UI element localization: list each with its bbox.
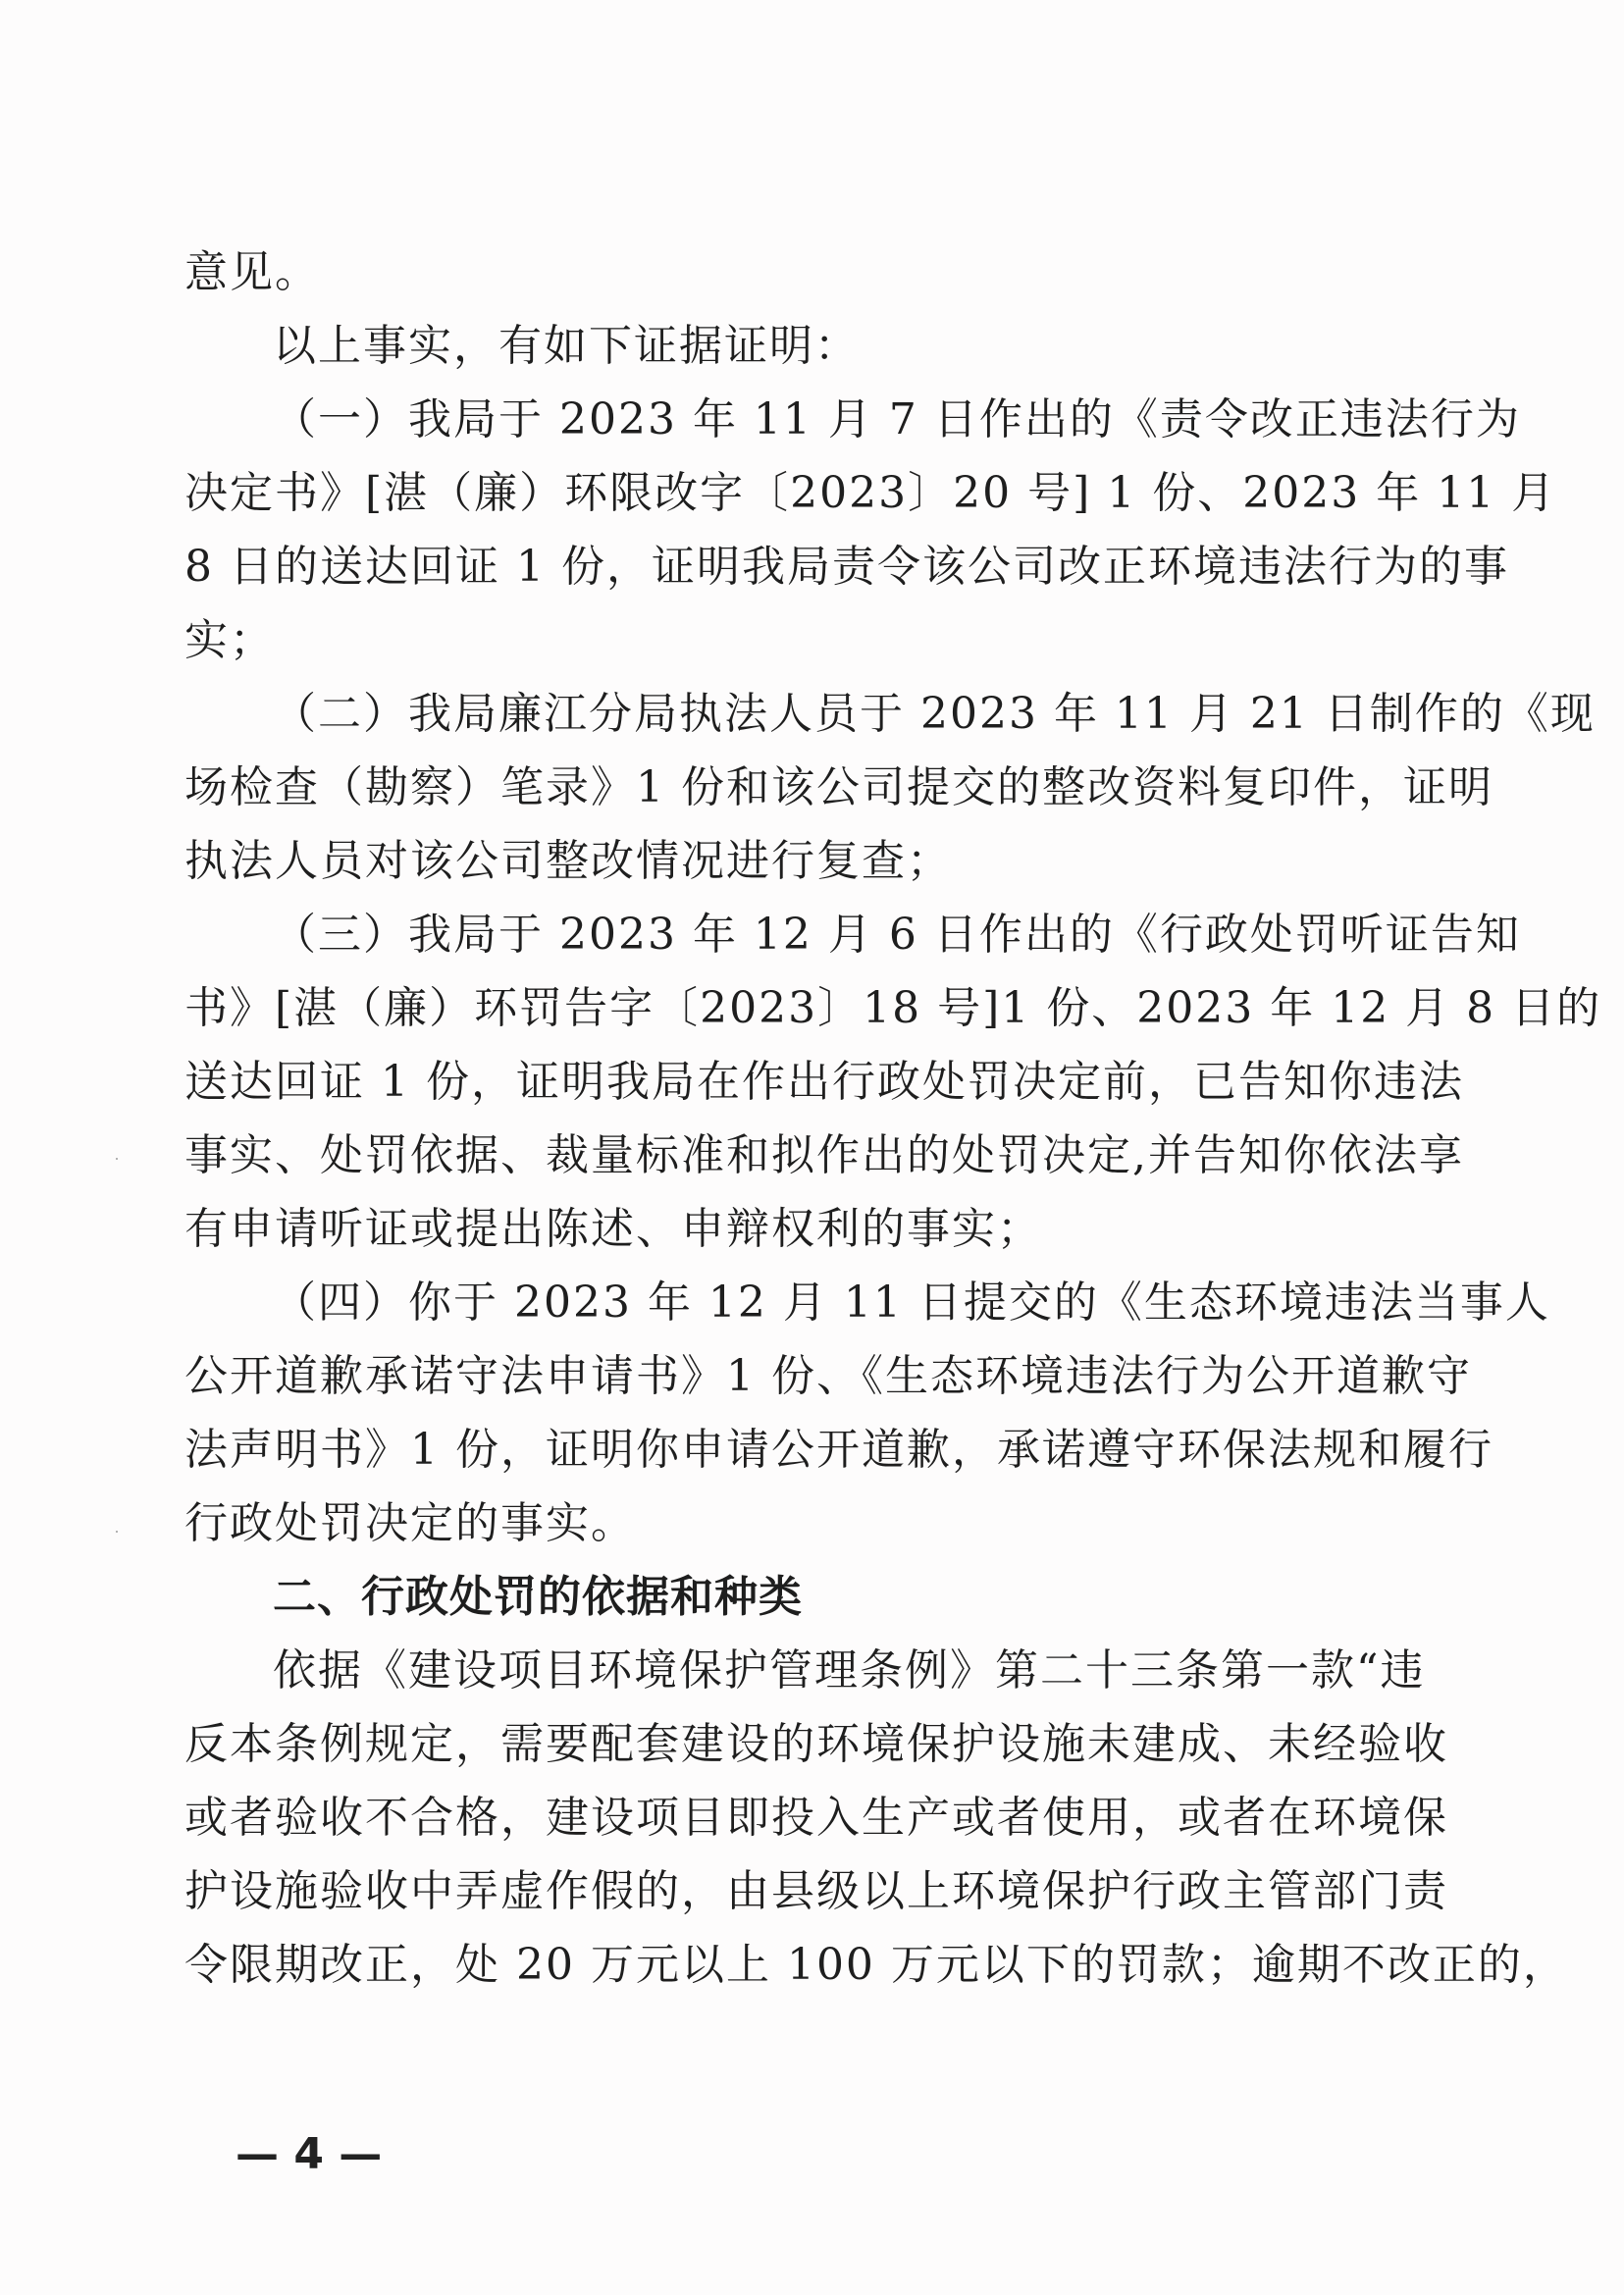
- text-line: （一）我局于 2023 年 11 月 7 日作出的《责令改正违法行为: [273, 394, 1521, 444]
- page-number: — 4 —: [236, 2129, 383, 2179]
- text-line: 书》[湛（廉）环罚告字〔2023〕18 号]1 份、2023 年 12 月 8 日的: [184, 983, 1602, 1033]
- text-line: （四）你于 2023 年 12 月 11 日提交的《生态环境违法当事人: [273, 1278, 1550, 1328]
- scan-speck: [116, 1531, 118, 1533]
- text-line: 8 日的送达回证 1 份，证明我局责令该公司改正环境违法行为的事: [184, 542, 1509, 592]
- text-line: （二）我局廉江分局执法人员于 2023 年 11 月 21 日制作的《现: [273, 689, 1596, 739]
- text-line: 法声明书》1 份，证明你申请公开道歉，承诺遵守环保法规和履行: [184, 1425, 1493, 1475]
- text-line: 以上事实，有如下证据证明：: [273, 321, 860, 371]
- text-line: （三）我局于 2023 年 12 月 6 日作出的《行政处罚听证告知: [273, 910, 1521, 960]
- text-line: 实；: [184, 615, 275, 665]
- body-text: [184, 235, 1602, 2002]
- text-line: 或者验收不合格，建设项目即投入生产或者使用，或者在环境保: [184, 1793, 1448, 1843]
- text-line: 公开道歉承诺守法申请书》1 份、《生态环境违法行为公开道歉守: [184, 1351, 1472, 1401]
- text-line: 事实、处罚依据、裁量标准和拟作出的处罚决定,并告知你依法享: [184, 1130, 1464, 1180]
- section-heading: 二、行政处罚的依据和种类: [273, 1572, 803, 1622]
- text-line: 护设施验收中弄虚作假的，由县级以上环境保护行政主管部门责: [184, 1866, 1448, 1916]
- text-line: 令限期改正，处 20 万元以上 100 万元以下的罚款；逾期不改正的，: [184, 1940, 1568, 1990]
- text-line: 行政处罚决定的事实。: [184, 1498, 636, 1548]
- scan-speck: [116, 1158, 118, 1160]
- text-line: 有申请听证或提出陈述、申辩权利的事实；: [184, 1204, 1042, 1254]
- text-line: 场检查（勘察）笔录》1 份和该公司提交的整改资料复印件，证明: [184, 762, 1493, 812]
- text-line: 执法人员对该公司整改情况进行复查；: [184, 836, 952, 886]
- text-line: 反本条例规定，需要配套建设的环境保护设施未建成、未经验收: [184, 1719, 1448, 1769]
- text-line: 送达回证 1 份，证明我局在作出行政处罚决定前，已告知你违法: [184, 1057, 1464, 1107]
- text-line: 决定书》[湛（廉）环限改字〔2023〕20 号] 1 份、2023 年 11 月: [184, 468, 1557, 518]
- text-line: 依据《建设项目环境保护管理条例》第二十三条第一款“违: [273, 1645, 1426, 1695]
- text-line: 意见。: [184, 247, 320, 297]
